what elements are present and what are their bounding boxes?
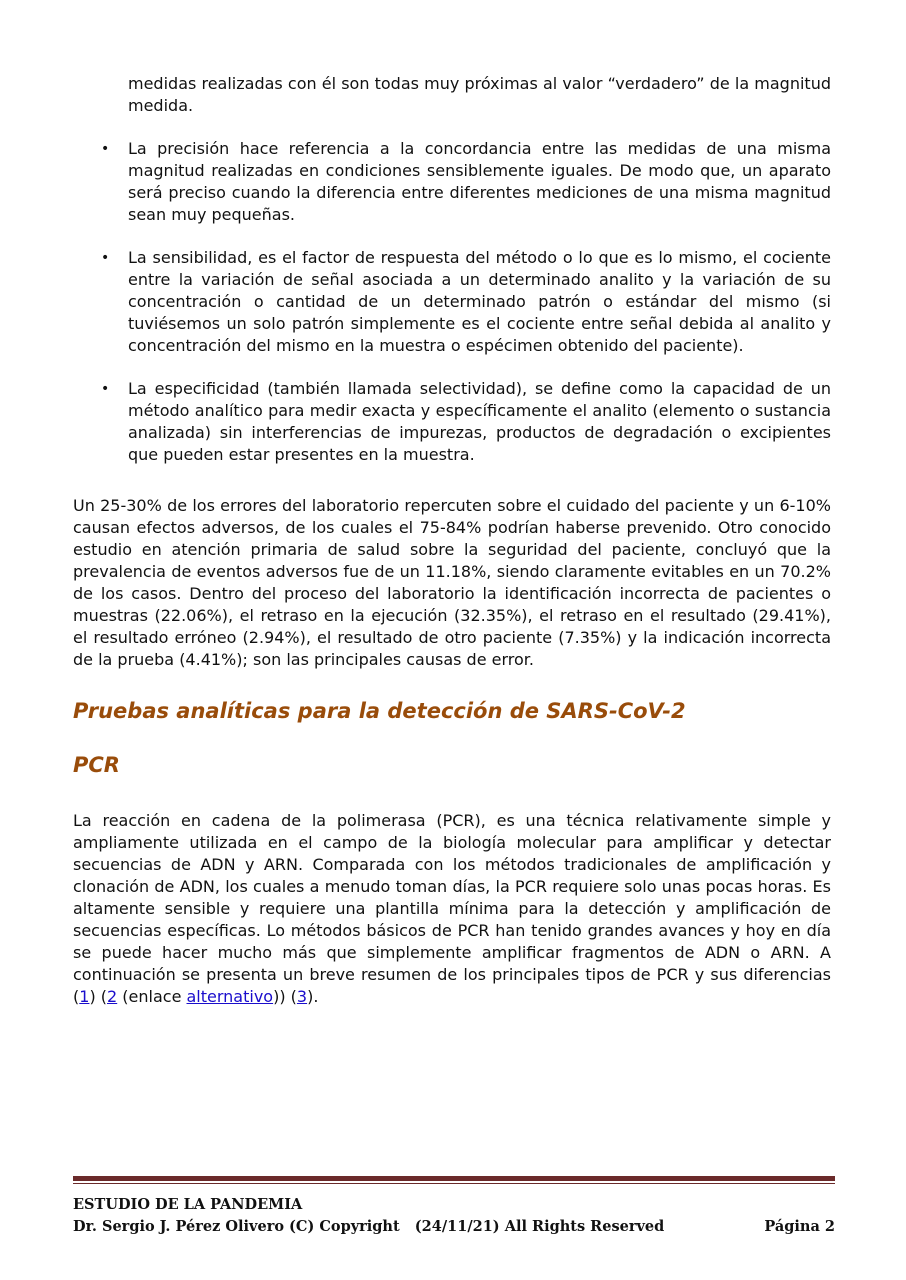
footer-rule-thin <box>73 1183 835 1184</box>
pcr-text: (enlace <box>117 987 187 1006</box>
list-item-continuation: medidas realizadas con él son todas muy próximas al valor “verdadero” de la magnitud medida. <box>128 74 831 115</box>
reference-link-alternative[interactable]: alternativo <box>186 987 274 1006</box>
footer-copyright: Dr. Sergio J. Pérez Olivero (C) Copyright (24/11/21) All Rights Reserved <box>73 1218 665 1235</box>
reference-link-3[interactable]: 3 <box>296 987 308 1006</box>
bullet-list <box>73 138 831 466</box>
list-item-sensitivity: • La sensibilidad, es el factor de respuesta del método o lo que es lo mismo, el cociente entre la variación de señal asociada a un determinado analito y la variación de su concentración o cantidad de un determinado patrón o estándar del mismo (si tuviésemos un solo patrón simplemente es el cociente entre señal debida al analito y concentración del mismo en la muestra o espécimen obtenido del paciente). <box>73 247 831 357</box>
pcr-text: )) ( <box>273 987 297 1006</box>
page-number: Página 2 <box>764 1218 835 1235</box>
reference-link-2[interactable]: 2 <box>107 987 118 1006</box>
document-page <box>73 73 831 1008</box>
pcr-text: ) ( <box>89 987 108 1006</box>
list-item-precision: • La precisión hace referencia a la concordancia entre las medidas de una misma magnitud realizadas en condiciones sensiblemente iguales. De modo que, un aparato será preciso cuando la diferencia entre diferentes mediciones de una misma magnitud sean muy pequeñas. <box>73 138 831 226</box>
errors-paragraph: Un 25-30% de los errores del laboratorio repercuten sobre el cuidado del paciente y un 6-10% causan efectos adversos, de los cuales el 75-84% podrían haberse prevenido. Otro conocido estudio en atención primaria de salud sobre la seguridad del paciente, concluyó que la prevalencia de eventos adversos fue de un 11.18%, siendo claramente evitables en un 70.2% de los casos. Dentro del proceso del laboratorio la identificación incorrecta de pacientes o muestras (22.06%), el retraso en la ejecución (32.35%), el retraso en el resultado (29.41%), el resultado erróneo (2.94%), el resultado de otro paciente (7.35%) y la indicación incorrecta de la prueba (4.41%); son las principales causas de error. <box>73 496 831 669</box>
pcr-text: La reacción en cadena de la polimerasa (PCR), es una técnica relativamente simple y ampliamente utilizada en el campo de la biología molecular para amplificar y detectar secuencias de ADN y ARN. Comparada con los métodos tradicionales de amplificación y clonación de ADN, los cuales a menudo toman días, la PCR requiere solo unas pocas horas. Es altamente sensible y requiere una plantilla mínima para la detección y amplificación de secuencias específicas. Lo métodos básicos de PCR han tenido grandes avances y hoy en día se puede hacer mucho más que simplemente amplificar fragmentos de ADN o ARN. A continuación se presenta un breve resumen de los principales tipos de PCR y sus diferencias ( <box>73 811 831 1006</box>
section-heading: Pruebas analíticas para la detección de SARS-CoV-2 <box>73 699 686 723</box>
reference-link-1[interactable]: 1 <box>79 987 90 1006</box>
footer-rule <box>73 1176 835 1181</box>
pcr-paragraph <box>73 810 831 1008</box>
subsection-heading: PCR <box>73 753 120 777</box>
pcr-text: ). <box>307 987 319 1006</box>
page-footer <box>73 1176 835 1238</box>
footer-title: ESTUDIO DE LA PANDEMIA <box>73 1196 303 1213</box>
list-item-specificity: • La especificidad (también llamada selectividad), se define como la capacidad de un método analítico para medir exacta y específicamente el analito (elemento o sustancia analizada) sin interferencias de impurezas, productos de degradación o excipientes que pueden estar presentes en la muestra. <box>73 378 831 466</box>
